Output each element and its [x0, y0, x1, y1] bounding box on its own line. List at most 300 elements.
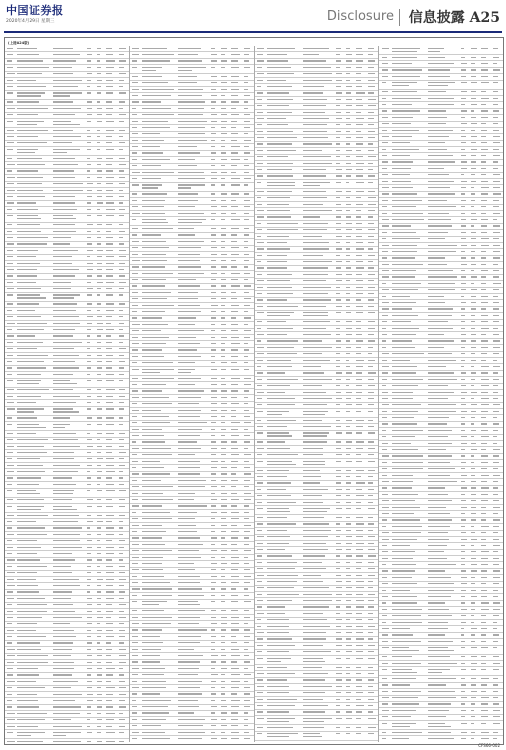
table-cell — [106, 499, 112, 500]
table-cell — [428, 481, 458, 482]
table-cell — [7, 636, 11, 637]
table-cell — [336, 495, 341, 496]
table-cell — [53, 348, 74, 349]
table-cell — [132, 448, 139, 449]
table-cell — [106, 534, 113, 535]
table-cell — [119, 452, 126, 453]
table-cell — [267, 204, 289, 205]
table-cell — [346, 600, 351, 601]
table-cell — [461, 609, 467, 610]
table-cell — [267, 411, 289, 412]
table-cell — [481, 193, 489, 194]
table-cell — [221, 127, 225, 128]
table-cell — [303, 197, 327, 198]
table-cell — [53, 149, 80, 150]
table-cell — [178, 234, 195, 235]
table-cell — [471, 276, 477, 277]
table-cell — [7, 202, 13, 203]
table-cell — [481, 481, 487, 482]
table-cell — [231, 95, 238, 96]
table-row — [379, 81, 503, 90]
table-cell — [97, 465, 101, 466]
table-cell — [471, 48, 477, 49]
table-cell — [346, 92, 351, 93]
table-row — [379, 646, 503, 655]
table-cell — [53, 237, 71, 238]
table-cell — [244, 311, 248, 312]
table-cell — [178, 668, 199, 669]
table-cell — [346, 679, 350, 680]
table-cell — [231, 330, 238, 331]
table-cell — [211, 681, 216, 682]
table-cell — [481, 716, 488, 717]
table-cell — [481, 82, 489, 83]
table-cell — [87, 250, 93, 251]
table-cell — [211, 337, 215, 338]
table-cell — [231, 108, 236, 109]
table-cell — [382, 57, 387, 58]
table-cell — [87, 170, 90, 171]
table-cell — [211, 213, 216, 214]
table-cell — [493, 264, 498, 265]
table-cell — [428, 245, 457, 246]
table-cell — [303, 645, 323, 646]
table-cell — [257, 651, 263, 652]
table-cell — [267, 692, 289, 693]
table-cell — [231, 343, 240, 344]
table-cell — [267, 328, 293, 329]
table-cell — [481, 417, 486, 418]
table-cell — [178, 693, 202, 694]
table-cell — [471, 206, 474, 207]
table-cell — [336, 248, 342, 249]
table-cell — [87, 177, 91, 178]
table-cell — [132, 292, 138, 293]
table-cell — [267, 385, 291, 386]
table-cell — [257, 385, 262, 386]
table-cell — [392, 430, 424, 431]
table-cell — [142, 213, 165, 214]
table-cell — [257, 470, 264, 471]
table-cell — [267, 255, 287, 256]
table-cell — [97, 623, 100, 624]
table-cell — [481, 270, 488, 271]
table-cell — [178, 285, 200, 286]
table-cell — [142, 356, 164, 357]
table-cell — [267, 523, 296, 524]
table-cell — [303, 73, 332, 74]
table-cell — [368, 454, 373, 455]
table-cell — [221, 480, 226, 481]
table-cell — [231, 356, 238, 357]
table-cell — [97, 275, 102, 276]
table-cell — [392, 270, 417, 271]
table-row — [130, 367, 254, 376]
table-cell — [244, 649, 249, 650]
table-cell — [267, 60, 288, 61]
table-cell — [119, 237, 123, 238]
table-cell — [211, 588, 215, 589]
table-cell — [53, 60, 76, 61]
table-cell — [257, 99, 262, 100]
table-cell — [221, 133, 227, 134]
table-cell — [382, 641, 388, 642]
table-cell — [382, 738, 386, 739]
table-cell — [368, 392, 374, 393]
table-cell — [17, 452, 46, 453]
table-cell — [267, 105, 289, 106]
table-cell — [7, 389, 14, 390]
table-cell — [244, 337, 250, 338]
table-cell — [106, 439, 111, 440]
table-cell — [231, 193, 239, 194]
table-cell — [119, 263, 125, 264]
table-cell — [346, 360, 349, 361]
table-cell — [257, 379, 262, 380]
table-cell — [87, 86, 91, 87]
table-cell — [106, 389, 114, 390]
table-cell — [97, 553, 101, 554]
table-cell — [87, 303, 92, 304]
table-cell — [356, 175, 363, 176]
table-cell — [382, 443, 388, 444]
table-cell — [231, 82, 238, 83]
table-cell — [303, 568, 326, 569]
table-cell — [346, 347, 351, 348]
table-cell — [178, 687, 200, 688]
table-cell — [368, 606, 374, 607]
table-cell — [132, 184, 139, 185]
table-cell — [53, 142, 71, 143]
table-cell — [119, 417, 123, 418]
table-cell — [17, 367, 46, 368]
table-cell — [244, 642, 250, 643]
table-cell — [211, 343, 215, 344]
table-cell — [7, 323, 14, 324]
table-cell — [493, 110, 499, 111]
table-cell — [87, 54, 92, 55]
table-cell — [493, 276, 499, 277]
table-cell — [471, 703, 475, 704]
table-cell — [142, 372, 160, 373]
table-cell — [336, 353, 340, 354]
table-cell — [211, 285, 216, 286]
table-cell — [303, 216, 320, 217]
table-cell — [336, 562, 340, 563]
table-cell — [493, 609, 500, 610]
table-cell — [392, 200, 423, 201]
table-cell — [178, 505, 207, 506]
table-cell — [461, 308, 465, 309]
table-cell — [119, 630, 125, 631]
table-cell — [481, 494, 488, 495]
table-cell — [257, 432, 263, 433]
table-cell — [244, 429, 248, 430]
table-cell — [178, 330, 204, 331]
table-cell — [119, 515, 125, 516]
table-cell — [119, 310, 123, 311]
table-cell — [211, 563, 217, 564]
table-cell — [178, 146, 197, 147]
table-cell — [368, 92, 373, 93]
table-cell — [267, 372, 285, 373]
table-cell — [178, 712, 194, 713]
table-cell — [267, 287, 293, 288]
table-cell — [257, 236, 261, 237]
table-cell — [87, 417, 92, 418]
table-cell — [481, 564, 489, 565]
table-cell — [221, 193, 227, 194]
table-cell — [17, 170, 37, 171]
section-title: 信息披露 A25 — [408, 10, 500, 26]
table-cell — [368, 191, 375, 192]
table-cell — [336, 48, 341, 49]
table-cell — [481, 219, 489, 220]
table-cell — [221, 146, 225, 147]
table-cell — [346, 267, 351, 268]
table-cell — [481, 225, 487, 226]
table-cell — [87, 67, 92, 68]
table-caption: (上接A24版) — [8, 41, 30, 45]
table-cell — [356, 679, 362, 680]
table-cell — [303, 124, 327, 125]
table-cell — [392, 296, 410, 297]
table-cell — [221, 397, 226, 398]
table-cell — [97, 355, 102, 356]
table-cell — [257, 306, 263, 307]
table-cell — [356, 613, 362, 614]
table-cell — [17, 687, 45, 688]
table-cell — [428, 417, 449, 418]
table-cell — [481, 161, 486, 162]
table-cell — [481, 328, 489, 329]
table-cell — [461, 443, 467, 444]
table-cell — [336, 392, 341, 393]
table-cell — [231, 531, 239, 532]
table-cell — [244, 159, 249, 160]
table-cell — [106, 527, 114, 528]
table-cell — [87, 681, 93, 682]
table-cell — [392, 663, 421, 664]
table-cell — [382, 63, 388, 64]
table-cell — [231, 146, 240, 147]
table-cell — [221, 623, 227, 624]
table-cell — [231, 544, 237, 545]
table-cell — [244, 384, 251, 385]
table-cell — [142, 95, 171, 96]
table-cell — [346, 299, 350, 300]
table-cell — [17, 121, 43, 122]
table-cell — [493, 289, 499, 290]
table-cell — [461, 117, 465, 118]
table-cell — [106, 256, 113, 257]
table-cell — [346, 711, 352, 712]
table-cell — [267, 185, 295, 186]
table-cell — [97, 617, 103, 618]
table-cell — [211, 241, 216, 242]
table-cell — [346, 255, 350, 256]
table-cell — [17, 282, 36, 283]
table-cell — [392, 500, 415, 501]
table-cell — [257, 673, 264, 674]
table-cell — [336, 287, 340, 288]
table-row — [255, 180, 379, 189]
table-cell — [17, 224, 40, 225]
table-cell — [231, 448, 238, 449]
table-cell — [7, 108, 14, 109]
table-cell — [368, 543, 374, 544]
table-cell — [119, 250, 126, 251]
table-cell — [267, 435, 292, 436]
table-cell — [382, 69, 389, 70]
table-cell — [17, 662, 48, 663]
table-cell — [303, 711, 326, 712]
table-cell — [303, 223, 328, 224]
table-column — [130, 46, 255, 742]
table-cell — [211, 461, 217, 462]
table-cell — [368, 482, 372, 483]
table-cell — [119, 231, 126, 232]
table-cell — [178, 228, 194, 229]
table-cell — [471, 539, 477, 540]
table-cell — [142, 390, 161, 391]
table-cell — [119, 572, 126, 573]
table-cell — [346, 261, 350, 262]
table-cell — [132, 403, 137, 404]
table-cell — [87, 484, 91, 485]
table-cell — [142, 343, 166, 344]
table-cell — [392, 691, 422, 692]
table-cell — [132, 311, 137, 312]
table-cell — [392, 455, 423, 456]
table-cell — [471, 366, 475, 367]
table-cell — [97, 598, 102, 599]
table-cell — [211, 114, 216, 115]
table-cell — [346, 470, 351, 471]
table-cell — [132, 687, 138, 688]
table-cell — [244, 369, 249, 370]
table-cell — [257, 543, 263, 544]
table-cell — [346, 606, 351, 607]
table-cell — [211, 448, 217, 449]
table-cell — [221, 725, 227, 726]
table-cell — [481, 57, 487, 58]
table-cell — [368, 530, 372, 531]
table-cell — [132, 525, 139, 526]
table-cell — [303, 204, 323, 205]
table-cell — [368, 398, 374, 399]
table-cell — [106, 700, 111, 701]
table-cell — [106, 136, 111, 137]
table-cell — [17, 215, 37, 216]
table-cell — [481, 475, 489, 476]
table-cell — [17, 114, 38, 115]
table-cell — [428, 296, 444, 297]
table-cell — [267, 191, 292, 192]
table-cell — [471, 462, 474, 463]
table-cell — [336, 489, 341, 490]
table-cell — [211, 610, 216, 611]
table-cell — [461, 385, 466, 386]
table-row — [5, 147, 129, 156]
table-cell — [211, 330, 215, 331]
table-cell — [221, 54, 225, 55]
table-cell — [481, 738, 489, 739]
table-cell — [392, 366, 418, 367]
table-cell — [7, 515, 14, 516]
table-cell — [231, 114, 238, 115]
table-cell — [392, 650, 419, 651]
table-cell — [481, 513, 487, 514]
table-cell — [471, 149, 477, 150]
table-cell — [231, 133, 238, 134]
table-cell — [142, 642, 163, 643]
table-cell — [346, 733, 350, 734]
table-cell — [132, 649, 138, 650]
table-cell — [231, 429, 238, 430]
table-cell — [346, 658, 350, 659]
table-cell — [392, 468, 423, 469]
table-cell — [356, 169, 363, 170]
table-cell — [368, 727, 375, 728]
table-cell — [119, 108, 123, 109]
table-cell — [267, 163, 293, 164]
table-cell — [17, 136, 38, 137]
table-cell — [142, 222, 168, 223]
table-cell — [493, 161, 498, 162]
table-cell — [231, 499, 239, 500]
table-cell — [356, 448, 363, 449]
table-cell — [392, 723, 416, 724]
table-cell — [53, 158, 75, 159]
table-cell — [471, 315, 475, 316]
table-cell — [106, 515, 114, 516]
table-cell — [87, 636, 91, 637]
table-cell — [7, 598, 14, 599]
table-cell — [267, 600, 293, 601]
table-cell — [7, 224, 12, 225]
table-cell — [106, 196, 113, 197]
table-cell — [97, 170, 102, 171]
table-cell — [211, 159, 215, 160]
table-cell — [471, 161, 476, 162]
table-cell — [17, 310, 35, 311]
table-cell — [17, 490, 36, 491]
table-cell — [244, 76, 248, 77]
table-cell — [461, 63, 467, 64]
table-cell — [356, 347, 361, 348]
table-cell — [368, 80, 375, 81]
table-cell — [231, 550, 238, 551]
table-cell — [267, 143, 292, 144]
table-cell — [106, 310, 113, 311]
table-cell — [346, 594, 352, 595]
table-cell — [493, 500, 499, 501]
table-cell — [481, 703, 488, 704]
table-cell — [211, 206, 217, 207]
table-cell — [211, 557, 215, 558]
table-cell — [87, 323, 92, 324]
table-cell — [106, 73, 111, 74]
table-cell — [303, 143, 332, 144]
table-cell — [119, 282, 126, 283]
table-cell — [461, 583, 467, 584]
table-row — [255, 459, 379, 468]
table-cell — [346, 651, 352, 652]
table-cell — [346, 673, 350, 674]
table-cell — [303, 495, 322, 496]
table-cell — [493, 494, 498, 495]
